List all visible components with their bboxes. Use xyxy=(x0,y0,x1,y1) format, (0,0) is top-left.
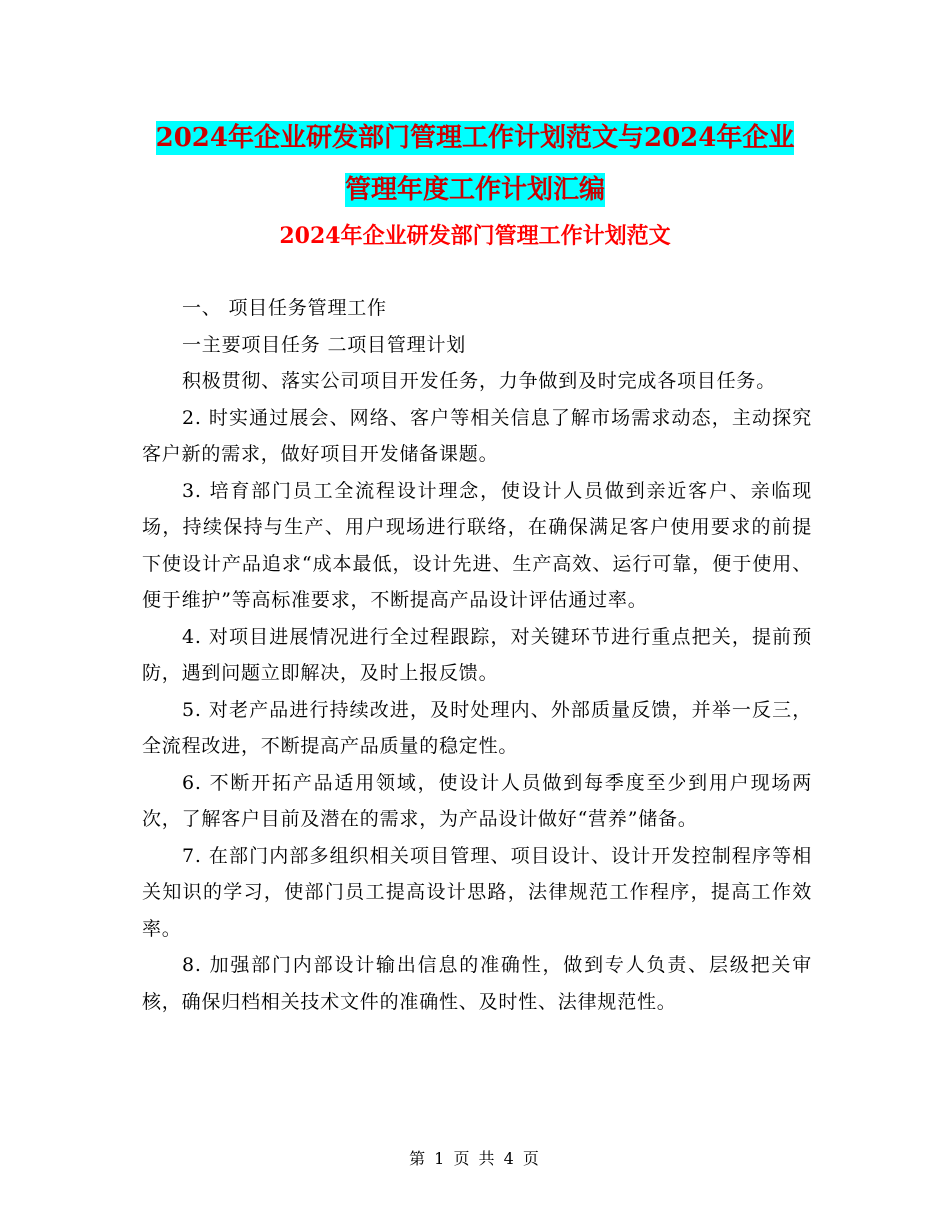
paragraph-4: 4. 对项目进展情况进行全过程跟踪，对关键环节进行重点把关，提前预防，遇到问题立即解决，及时上报反馈。 xyxy=(142,625,812,684)
paragraph-2: 2. 时实通过展会、网络、客户等相关信息了解市场需求动态，主动探究客户新的需求，做好项目开发储备课题。 xyxy=(142,406,812,465)
document-body xyxy=(142,290,812,1020)
paragraph-heading: 一、 项目任务管理工作 xyxy=(182,297,387,319)
paragraph-6: 6. 不断开拓产品适用领域，使设计人员做到每季度至少到用户现场两次，了解客户目前及潜在的需求，为产品设计做好“营养”储备。 xyxy=(142,771,812,830)
paragraph-subheading: 一主要项目任务 二项目管理计划 xyxy=(182,333,467,356)
paragraph-1: 积极贯彻、落实公司项目开发任务，力争做到及时完成各项目任务。 xyxy=(182,370,777,392)
paragraph-3: 3. 培育部门员工全流程设计理念，使设计人员做到亲近客户、亲临现场，持续保持与生产、用户现场进行联络，在确保满足客户使用要求的前提下使设计产品追求“成本最低，设计先进、生产高效、运行可靠，便于使用、便于维护”等高标准要求，不断提高产品设计评估通过率。 xyxy=(142,479,812,611)
paragraph-7: 7. 在部门内部多组织相关项目管理、项目设计、设计开发控制程序等相关知识的学习，使部门员工提高设计思路，法律规范工作程序，提高工作效率。 xyxy=(142,844,812,940)
title-line-1: 2024年企业研发部门管理工作计划范文与2024年企业 xyxy=(155,123,795,153)
title-line-2: 管理年度工作计划汇编 xyxy=(344,175,605,205)
paragraph-8: 8. 加强部门内部设计输出信息的准确性，做到专人负责、层级把关审核，确保归档相关技术文件的准确性、及时性、法律规范性。 xyxy=(142,954,812,1013)
document-title xyxy=(0,112,950,216)
section-title: 2024年企业研发部门管理工作计划范文 xyxy=(279,223,671,249)
paragraph-5: 5. 对老产品进行持续改进，及时处理内、外部质量反馈，并举一反三，全流程改进，不断提高产品质量的稳定性。 xyxy=(142,698,812,757)
page-footer: 第 1 页 共 4 页 xyxy=(409,1149,541,1168)
